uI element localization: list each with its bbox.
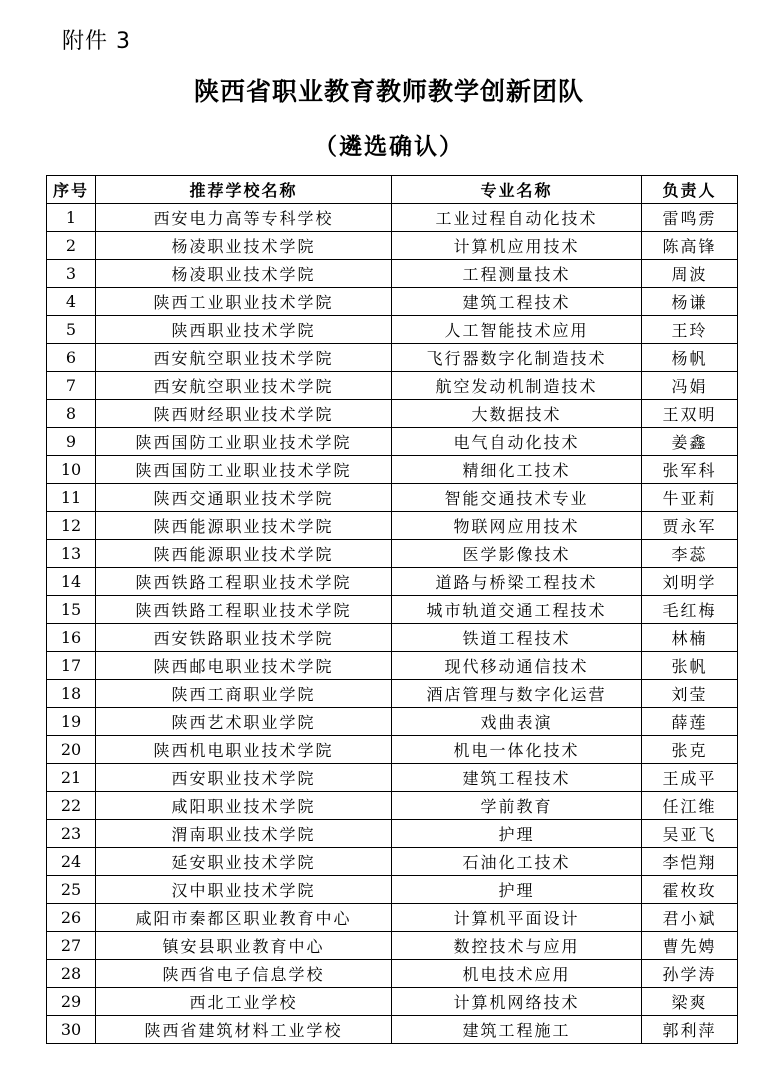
team-table [46, 175, 738, 1044]
school-name: 西北工业学校 [96, 988, 392, 1016]
row-number: 3 [47, 260, 96, 288]
row-number: 2 [47, 232, 96, 260]
table-row [47, 512, 738, 540]
table-row [47, 344, 738, 372]
school-name: 陕西职业技术学院 [96, 316, 392, 344]
row-number: 14 [47, 568, 96, 596]
row-number: 9 [47, 428, 96, 456]
school-name: 镇安县职业教育中心 [96, 932, 392, 960]
table-row [47, 652, 738, 680]
row-number: 25 [47, 876, 96, 904]
major-name: 精细化工技术 [392, 456, 642, 484]
major-name: 工程测量技术 [392, 260, 642, 288]
school-name: 咸阳职业技术学院 [96, 792, 392, 820]
major-name: 建筑工程施工 [392, 1016, 642, 1044]
row-number: 18 [47, 680, 96, 708]
school-name: 陕西工业职业技术学院 [96, 288, 392, 316]
major-name: 铁道工程技术 [392, 624, 642, 652]
school-name: 陕西国防工业职业技术学院 [96, 456, 392, 484]
column-header-school: 推荐学校名称 [96, 176, 392, 204]
table-row [47, 904, 738, 932]
row-number: 6 [47, 344, 96, 372]
row-number: 1 [47, 204, 96, 232]
major-name: 护理 [392, 820, 642, 848]
table-row [47, 988, 738, 1016]
leader-name: 贾永军 [642, 512, 738, 540]
school-name: 杨凌职业技术学院 [96, 260, 392, 288]
major-name: 机电一体化技术 [392, 736, 642, 764]
leader-name: 王成平 [642, 764, 738, 792]
table-row [47, 372, 738, 400]
major-name: 计算机平面设计 [392, 904, 642, 932]
school-name: 汉中职业技术学院 [96, 876, 392, 904]
row-number: 16 [47, 624, 96, 652]
table-row [47, 204, 738, 232]
table-row [47, 792, 738, 820]
document-title: 陕西省职业教育教师教学创新团队 [193, 77, 584, 106]
leader-name: 王玲 [642, 316, 738, 344]
major-name: 人工智能技术应用 [392, 316, 642, 344]
school-name: 渭南职业技术学院 [96, 820, 392, 848]
table-row [47, 820, 738, 848]
school-name: 陕西省电子信息学校 [96, 960, 392, 988]
row-number: 29 [47, 988, 96, 1016]
school-name: 陕西工商职业学院 [96, 680, 392, 708]
school-name: 西安电力高等专科学校 [96, 204, 392, 232]
leader-name: 曹先娉 [642, 932, 738, 960]
row-number: 27 [47, 932, 96, 960]
major-name: 戏曲表演 [392, 708, 642, 736]
leader-name: 张军科 [642, 456, 738, 484]
table-row [47, 596, 738, 624]
leader-name: 李蕊 [642, 540, 738, 568]
table-row [47, 736, 738, 764]
leader-name: 吴亚飞 [642, 820, 738, 848]
table-body [47, 204, 738, 1044]
school-name: 西安铁路职业技术学院 [96, 624, 392, 652]
table-row [47, 932, 738, 960]
school-name: 陕西铁路工程职业技术学院 [96, 596, 392, 624]
school-name: 陕西财经职业技术学院 [96, 400, 392, 428]
leader-name: 任江维 [642, 792, 738, 820]
row-number: 30 [47, 1016, 96, 1044]
major-name: 建筑工程技术 [392, 288, 642, 316]
major-name: 航空发动机制造技术 [392, 372, 642, 400]
row-number: 12 [47, 512, 96, 540]
school-name: 陕西能源职业技术学院 [96, 540, 392, 568]
major-name: 医学影像技术 [392, 540, 642, 568]
major-name: 飞行器数字化制造技术 [392, 344, 642, 372]
row-number: 20 [47, 736, 96, 764]
major-name: 石油化工技术 [392, 848, 642, 876]
table-row [47, 540, 738, 568]
leader-name: 霍枚玫 [642, 876, 738, 904]
school-name: 陕西邮电职业技术学院 [96, 652, 392, 680]
major-name: 大数据技术 [392, 400, 642, 428]
school-name: 咸阳市秦都区职业教育中心 [96, 904, 392, 932]
school-name: 陕西艺术职业学院 [96, 708, 392, 736]
column-header-number: 序号 [47, 176, 96, 204]
row-number: 22 [47, 792, 96, 820]
leader-name: 周波 [642, 260, 738, 288]
table-row [47, 624, 738, 652]
table-row [47, 876, 738, 904]
table-row [47, 260, 738, 288]
row-number: 19 [47, 708, 96, 736]
table-row [47, 232, 738, 260]
major-name: 计算机网络技术 [392, 988, 642, 1016]
row-number: 28 [47, 960, 96, 988]
major-name: 电气自动化技术 [392, 428, 642, 456]
table-row [47, 680, 738, 708]
school-name: 陕西能源职业技术学院 [96, 512, 392, 540]
leader-name: 刘明学 [642, 568, 738, 596]
leader-name: 雷鸣雳 [642, 204, 738, 232]
school-name: 杨凌职业技术学院 [96, 232, 392, 260]
row-number: 5 [47, 316, 96, 344]
table-row [47, 764, 738, 792]
major-name: 工业过程自动化技术 [392, 204, 642, 232]
row-number: 10 [47, 456, 96, 484]
school-name: 陕西机电职业技术学院 [96, 736, 392, 764]
leader-name: 薛莲 [642, 708, 738, 736]
school-name: 延安职业技术学院 [96, 848, 392, 876]
major-name: 物联网应用技术 [392, 512, 642, 540]
column-header-leader: 负责人 [642, 176, 738, 204]
major-name: 现代移动通信技术 [392, 652, 642, 680]
row-number: 17 [47, 652, 96, 680]
table-row [47, 428, 738, 456]
leader-name: 李恺翔 [642, 848, 738, 876]
leader-name: 陈高锋 [642, 232, 738, 260]
major-name: 城市轨道交通工程技术 [392, 596, 642, 624]
row-number: 11 [47, 484, 96, 512]
table-header-row [47, 176, 738, 204]
row-number: 8 [47, 400, 96, 428]
row-number: 13 [47, 540, 96, 568]
major-name: 酒店管理与数字化运营 [392, 680, 642, 708]
leader-name: 杨谦 [642, 288, 738, 316]
table-row [47, 456, 738, 484]
table-row [47, 484, 738, 512]
major-name: 智能交通技术专业 [392, 484, 642, 512]
school-name: 西安航空职业技术学院 [96, 372, 392, 400]
table-row [47, 848, 738, 876]
table-row [47, 960, 738, 988]
table-row [47, 316, 738, 344]
leader-name: 林楠 [642, 624, 738, 652]
school-name: 陕西交通职业技术学院 [96, 484, 392, 512]
major-name: 护理 [392, 876, 642, 904]
leader-name: 张帆 [642, 652, 738, 680]
column-header-major: 专业名称 [392, 176, 642, 204]
major-name: 数控技术与应用 [392, 932, 642, 960]
school-name: 陕西国防工业职业技术学院 [96, 428, 392, 456]
leader-name: 王双明 [642, 400, 738, 428]
row-number: 21 [47, 764, 96, 792]
row-number: 7 [47, 372, 96, 400]
leader-name: 牛亚莉 [642, 484, 738, 512]
major-name: 机电技术应用 [392, 960, 642, 988]
leader-name: 梁爽 [642, 988, 738, 1016]
row-number: 15 [47, 596, 96, 624]
table-row [47, 400, 738, 428]
school-name: 西安职业技术学院 [96, 764, 392, 792]
row-number: 23 [47, 820, 96, 848]
document-subtitle: （遴选确认） [314, 134, 464, 160]
table-row [47, 288, 738, 316]
leader-name: 冯娟 [642, 372, 738, 400]
table-row [47, 708, 738, 736]
row-number: 24 [47, 848, 96, 876]
table-row [47, 1016, 738, 1044]
attachment-label: 附件 3 [62, 29, 131, 54]
leader-name: 张克 [642, 736, 738, 764]
major-name: 计算机应用技术 [392, 232, 642, 260]
leader-name: 君小斌 [642, 904, 738, 932]
leader-name: 刘莹 [642, 680, 738, 708]
table-row [47, 568, 738, 596]
major-name: 道路与桥梁工程技术 [392, 568, 642, 596]
school-name: 陕西省建筑材料工业学校 [96, 1016, 392, 1044]
school-name: 西安航空职业技术学院 [96, 344, 392, 372]
major-name: 建筑工程技术 [392, 764, 642, 792]
row-number: 4 [47, 288, 96, 316]
leader-name: 郭利萍 [642, 1016, 738, 1044]
leader-name: 孙学涛 [642, 960, 738, 988]
school-name: 陕西铁路工程职业技术学院 [96, 568, 392, 596]
major-name: 学前教育 [392, 792, 642, 820]
leader-name: 杨帆 [642, 344, 738, 372]
leader-name: 毛红梅 [642, 596, 738, 624]
row-number: 26 [47, 904, 96, 932]
leader-name: 姜鑫 [642, 428, 738, 456]
